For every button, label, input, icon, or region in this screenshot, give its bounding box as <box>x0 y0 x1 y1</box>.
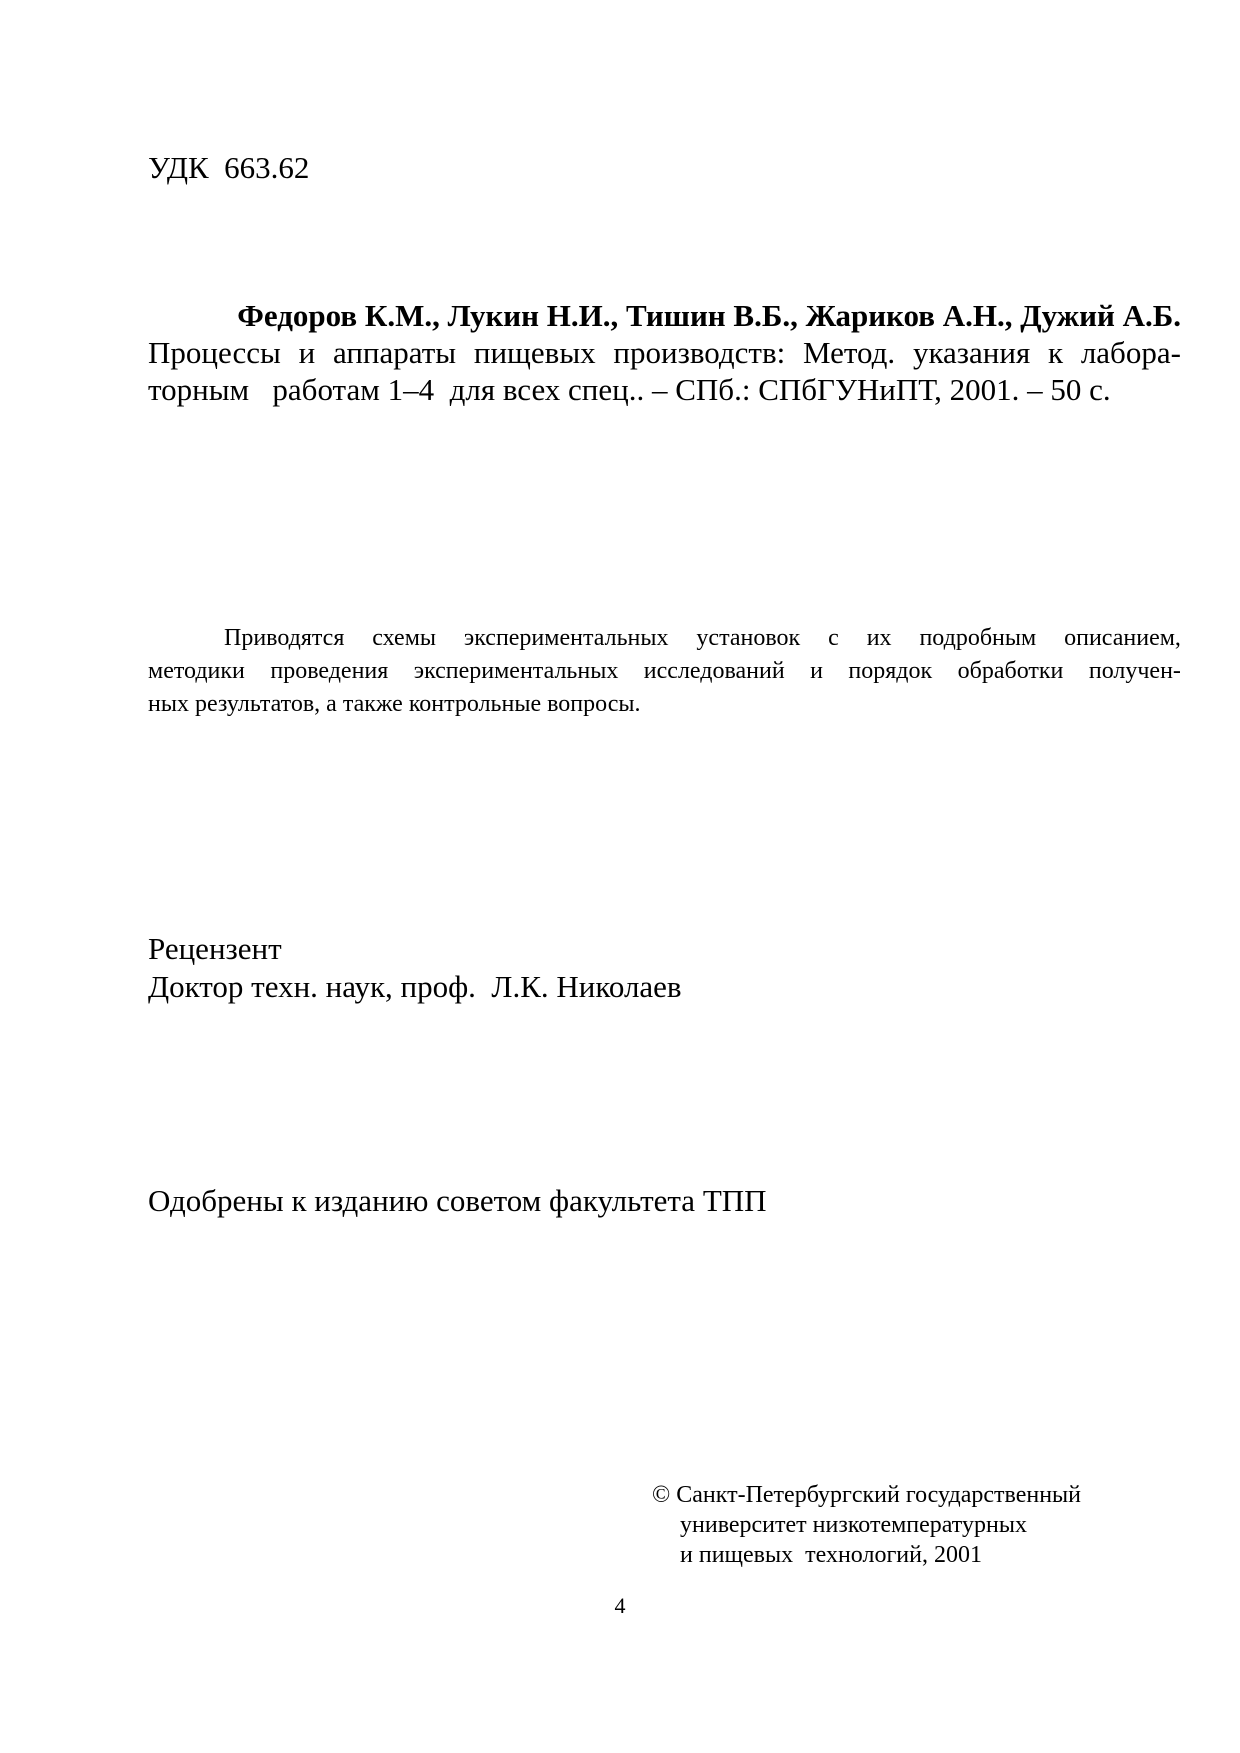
abstract-word: их <box>866 625 892 651</box>
abstract-word: порядок <box>848 658 933 684</box>
abstract-word: с <box>828 625 839 651</box>
abstract-word: описанием, <box>1064 625 1181 651</box>
abstract-line-1 <box>148 622 1181 655</box>
abstract-word: схемы <box>372 625 436 651</box>
copyright-line-1: © Санкт-Петербургский государственный <box>652 1482 1081 1508</box>
abstract-word: экспериментальных <box>463 625 669 651</box>
abstract-word: обработки <box>957 658 1064 684</box>
page-number: 4 <box>614 1593 626 1618</box>
abstract-word: и <box>810 658 823 684</box>
abstract-word: получен- <box>1088 658 1181 684</box>
approval-note: Одобрены к изданию советом факультета ТПП <box>148 1183 767 1218</box>
abstract-word: установок <box>696 625 801 651</box>
reviewer-heading: Рецензент <box>148 931 282 966</box>
title-word: пищевых <box>473 335 596 370</box>
copyright-block <box>652 1480 1081 1570</box>
abstract <box>148 622 1181 721</box>
abstract-line-2 <box>148 655 1181 688</box>
title-word: и <box>298 335 316 370</box>
title-word: указания <box>912 335 1031 370</box>
title-word: Процессы <box>148 335 281 370</box>
abstract-line-3: ных результатов, а также контрольные вопросы. <box>148 691 641 717</box>
title-word: производств: <box>613 335 786 370</box>
title-word: Метод. <box>802 335 896 370</box>
reviewer-name: Доктор техн. наук, проф. Л.К. Николаев <box>148 969 682 1004</box>
abstract-word: подробным <box>919 625 1037 651</box>
abstract-word: экспериментальных <box>413 658 619 684</box>
title-word: лабора- <box>1080 335 1181 370</box>
copyright-line-3: и пищевых технологий, 2001 <box>680 1542 982 1568</box>
title-word: к <box>1048 335 1064 370</box>
publication-line: торным работам 1–4 для всех спец.. – СПб.: СПбГУНиПТ, 2001. – 50 с. <box>148 372 1111 407</box>
authors-line: Федоров К.М., Лукин Н.И., Тишин В.Б., Жариков А.Н., Дужий А.Б. <box>237 298 1181 333</box>
abstract-word: методики <box>148 658 245 684</box>
abstract-word: исследований <box>643 658 785 684</box>
abstract-word: Приводятся <box>224 625 345 651</box>
title-line <box>148 334 1181 371</box>
reviewer-block <box>148 930 682 1006</box>
copyright-line-2: университет низкотемпературных <box>680 1512 1027 1538</box>
abstract-word: проведения <box>270 658 389 684</box>
udk-code: УДК 663.62 <box>148 150 310 185</box>
bibliographic-description <box>148 297 1181 408</box>
title-word: аппараты <box>332 335 457 370</box>
